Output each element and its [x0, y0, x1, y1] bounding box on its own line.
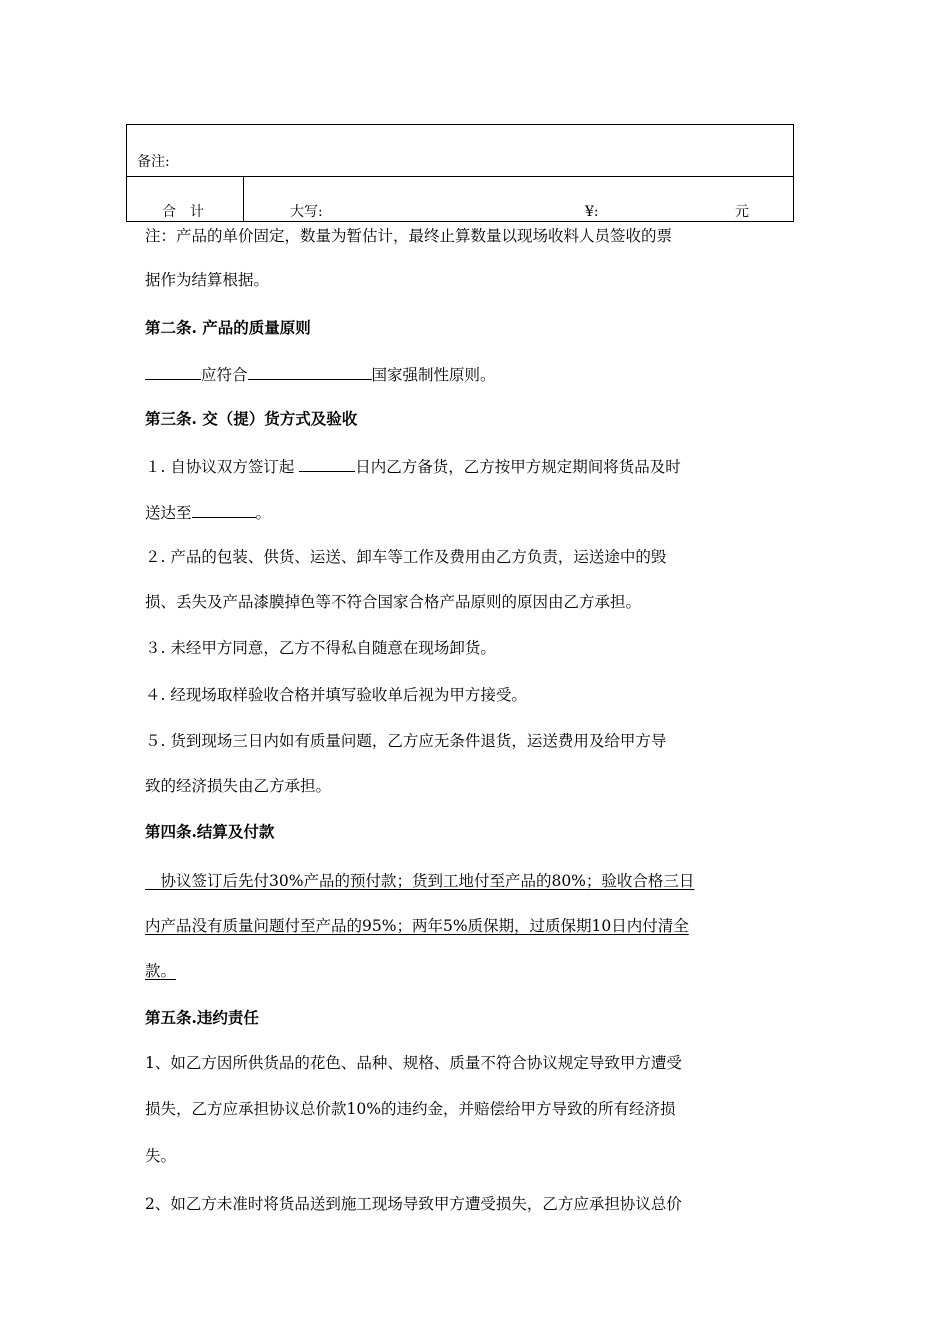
- article3-heading: 第三条. 交（提）货方式及验收: [145, 409, 358, 428]
- blank-field-standard[interactable]: [248, 363, 372, 380]
- article4-line-3: 款。: [145, 962, 177, 980]
- article2-part-a: 应符合: [201, 366, 248, 384]
- article3-item1-d: 。: [255, 504, 272, 522]
- remarks-row: [127, 125, 793, 177]
- blank-field-days[interactable]: [299, 455, 355, 472]
- article3-item3: ３. 未经甲方同意，乙方不得私自随意在现场卸货。: [145, 639, 496, 657]
- article2-part-b: 国家强制性原则。: [371, 366, 496, 384]
- article2-heading: 第二条. 产品的质量原则: [145, 318, 311, 337]
- article4-heading: 第四条.结算及付款: [145, 822, 275, 841]
- yuan-label: 元: [735, 204, 749, 220]
- article3-item1-line2: [145, 501, 271, 523]
- article3-item1-b: 日内乙方备货，乙方按甲方规定期间将货品及时: [355, 458, 681, 476]
- article5-item1-line1: 1、如乙方因所供货品的花色、品种、规格、质量不符合协议规定导致甲方遭受: [145, 1054, 682, 1072]
- article3-item4: ４. 经现场取样验收合格并填写验收单后视为甲方接受。: [145, 686, 527, 704]
- blank-field-product[interactable]: [145, 363, 201, 380]
- blank-field-destination[interactable]: [192, 501, 256, 518]
- article4-line-2: 内产品没有质量问题付至产品的95%；两年5%质保期，过质保期10日内付清全: [145, 917, 689, 935]
- article4-line-1: 协议签订后先付30%产品的预付款；货到工地付至产品的80%；验收合格三日: [145, 872, 695, 890]
- article5-item1-line3: 失。: [145, 1147, 177, 1165]
- article3-item1-c: 送达至: [145, 504, 192, 522]
- article5-heading: 第五条.违约责任: [145, 1008, 259, 1027]
- note-line-2: 据作为结算根据。: [145, 271, 270, 289]
- article3-item1-a: １. 自协议双方签订起: [145, 458, 300, 476]
- yen-label: ¥:: [585, 204, 599, 220]
- note-line-1: 注：产品的单价固定，数量为暂估计，最终止算数量以现场收料人员签收的票: [145, 227, 673, 245]
- article3-item5-line2: 致的经济损失由乙方承担。: [145, 777, 332, 795]
- article2-text: [145, 363, 496, 385]
- article3-item2-line1: ２. 产品的包装、供货、运送、卸车等工作及费用由乙方负责，运送途中的毁: [145, 548, 667, 566]
- table-divider: [243, 177, 244, 221]
- total-label: 合 计: [162, 204, 204, 220]
- capital-amount-label: 大写:: [290, 204, 323, 220]
- article3-item1-line1: [145, 455, 681, 477]
- summary-table: [126, 124, 794, 222]
- article3-item5-line1: ５. 货到现场三日内如有质量问题，乙方应无条件退货，运送费用及给甲方导: [145, 732, 667, 750]
- remarks-label: 备注:: [137, 154, 170, 170]
- article3-item2-line2: 损、丢失及产品漆膜掉色等不符合国家合格产品原则的原因由乙方承担。: [145, 593, 642, 611]
- article5-item1-line2: 损失，乙方应承担协议总价款10%的违约金，并赔偿给甲方导致的所有经济损: [145, 1100, 676, 1118]
- total-row: [127, 177, 793, 221]
- article5-item2-line1: 2、如乙方未准时将货品送到施工现场导致甲方遭受损失，乙方应承担协议总价: [145, 1195, 682, 1213]
